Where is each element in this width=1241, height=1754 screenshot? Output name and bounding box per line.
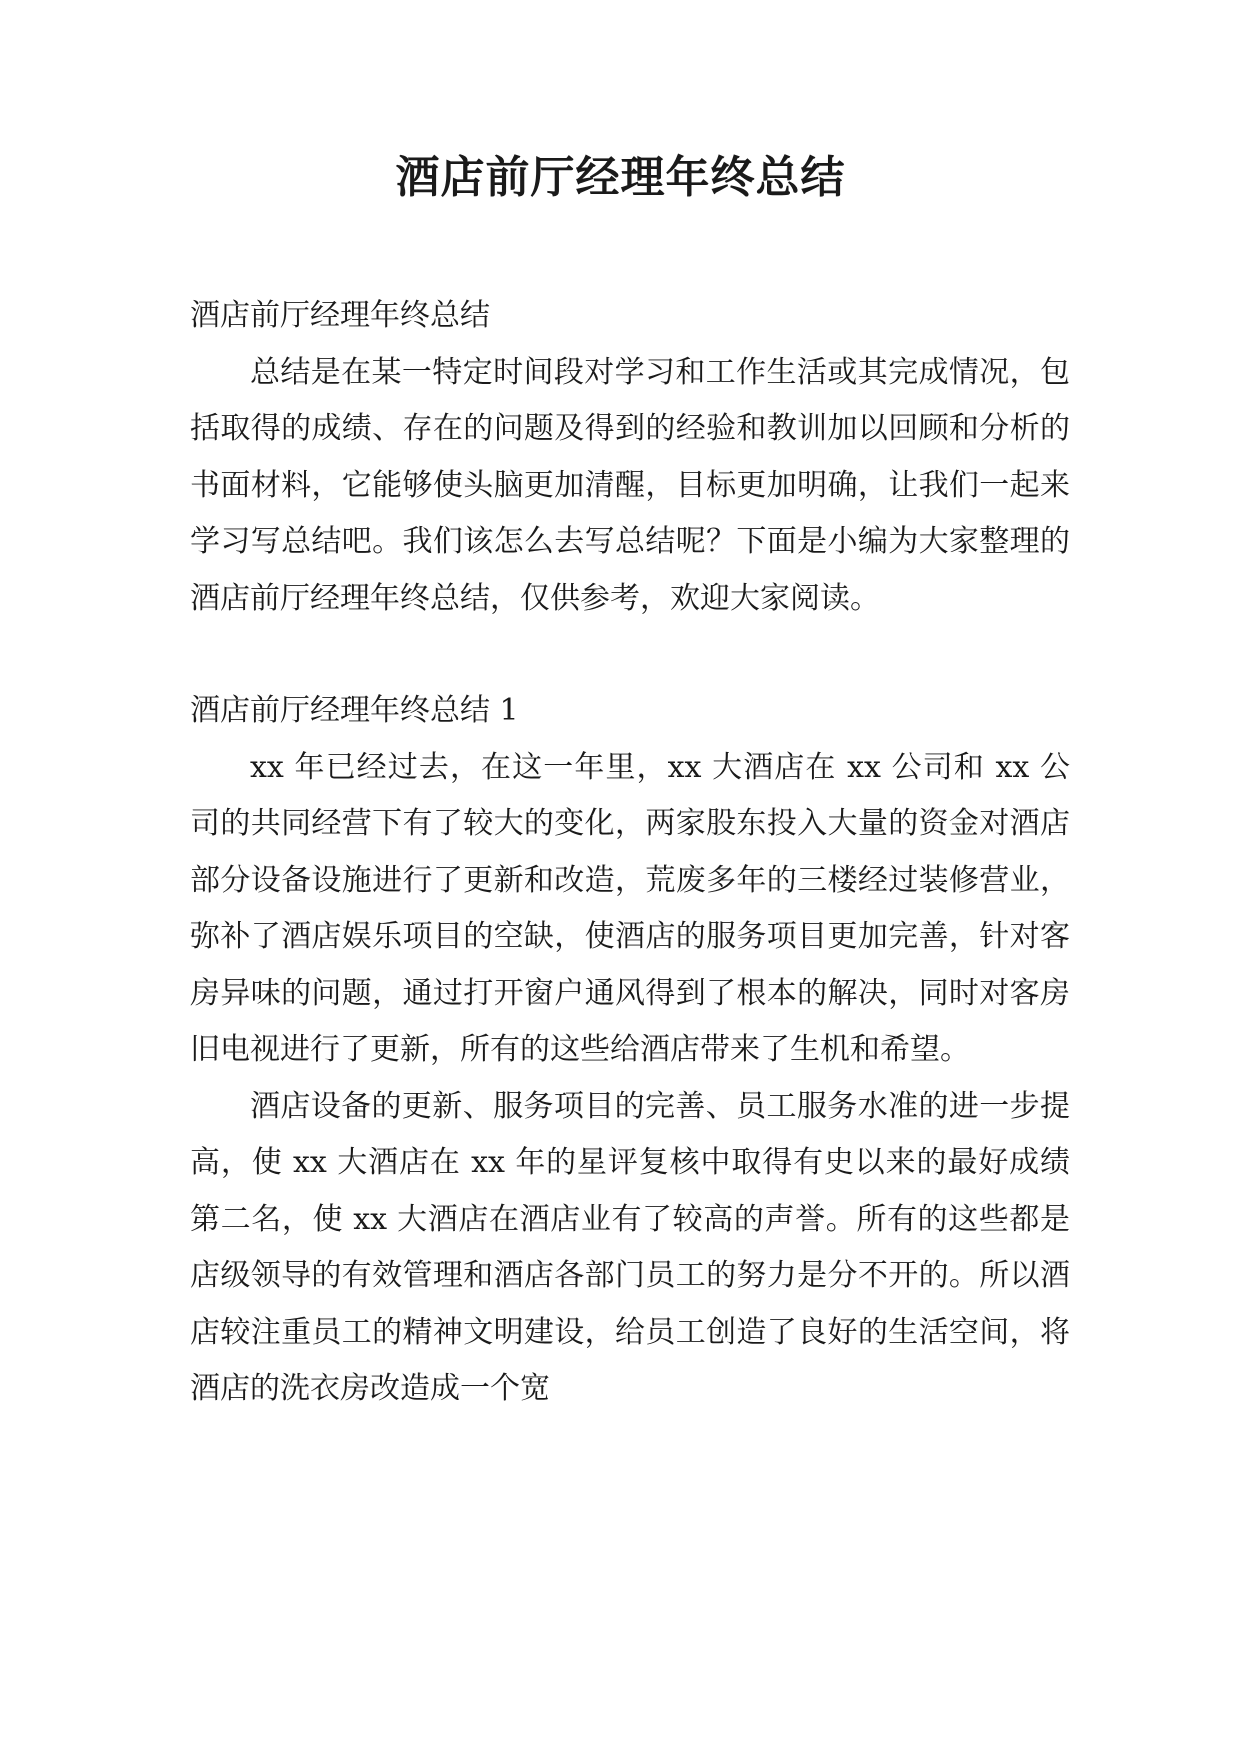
section-1-paragraph-1: xx 年已经过去，在这一年里，xx 大酒店在 xx 公司和 xx 公司的共同经营下有了较大的变化，两家股东投入大量的资金对酒店部分设备设施进行了更新和改造，荒废多年的三楼经过装修营业，弥补了酒店娱乐项目的空缺，使酒店的服务项目更加完善，针对客房异味的问题，通过打开窗户通风得到了根本的解决，同时对客房旧电视进行了更新，所有的这些给酒店带来了生机和希望。 [190, 749, 1070, 1067]
section-1-heading: 酒店前厅经理年终总结 1 [190, 693, 519, 728]
section-gap [190, 627, 1070, 683]
section-1-paragraph-2: 酒店设备的更新、服务项目的完善、员工服务水准的进一步提高，使 xx 大酒店在 xx 年的星评复核中取得有史以来的最好成绩第二名，使 xx 大酒店在酒店业有了较高的声誉。所有的这些都是店级领导的有效管理和酒店各部门员工的努力是分不开的。所以酒店较注重员工的精神文明建设，给员工创造了良好的生活空间，将酒店的洗衣房改造成一个宽 [190, 1088, 1070, 1406]
intro-heading: 酒店前厅经理年终总结 [190, 298, 490, 333]
document-body [190, 288, 1070, 1418]
document-title: 酒店前厅经理年终总结 [395, 152, 846, 203]
intro-paragraph: 总结是在某一特定时间段对学习和工作生活或其完成情况，包括取得的成绩、存在的问题及得到的经验和教训加以回顾和分析的书面材料，它能够使头脑更加清醒，目标更加明确，让我们一起来学习写总结吧。我们该怎么去写总结呢？下面是小编为大家整理的酒店前厅经理年终总结，仅供参考，欢迎大家阅读。 [190, 354, 1070, 616]
